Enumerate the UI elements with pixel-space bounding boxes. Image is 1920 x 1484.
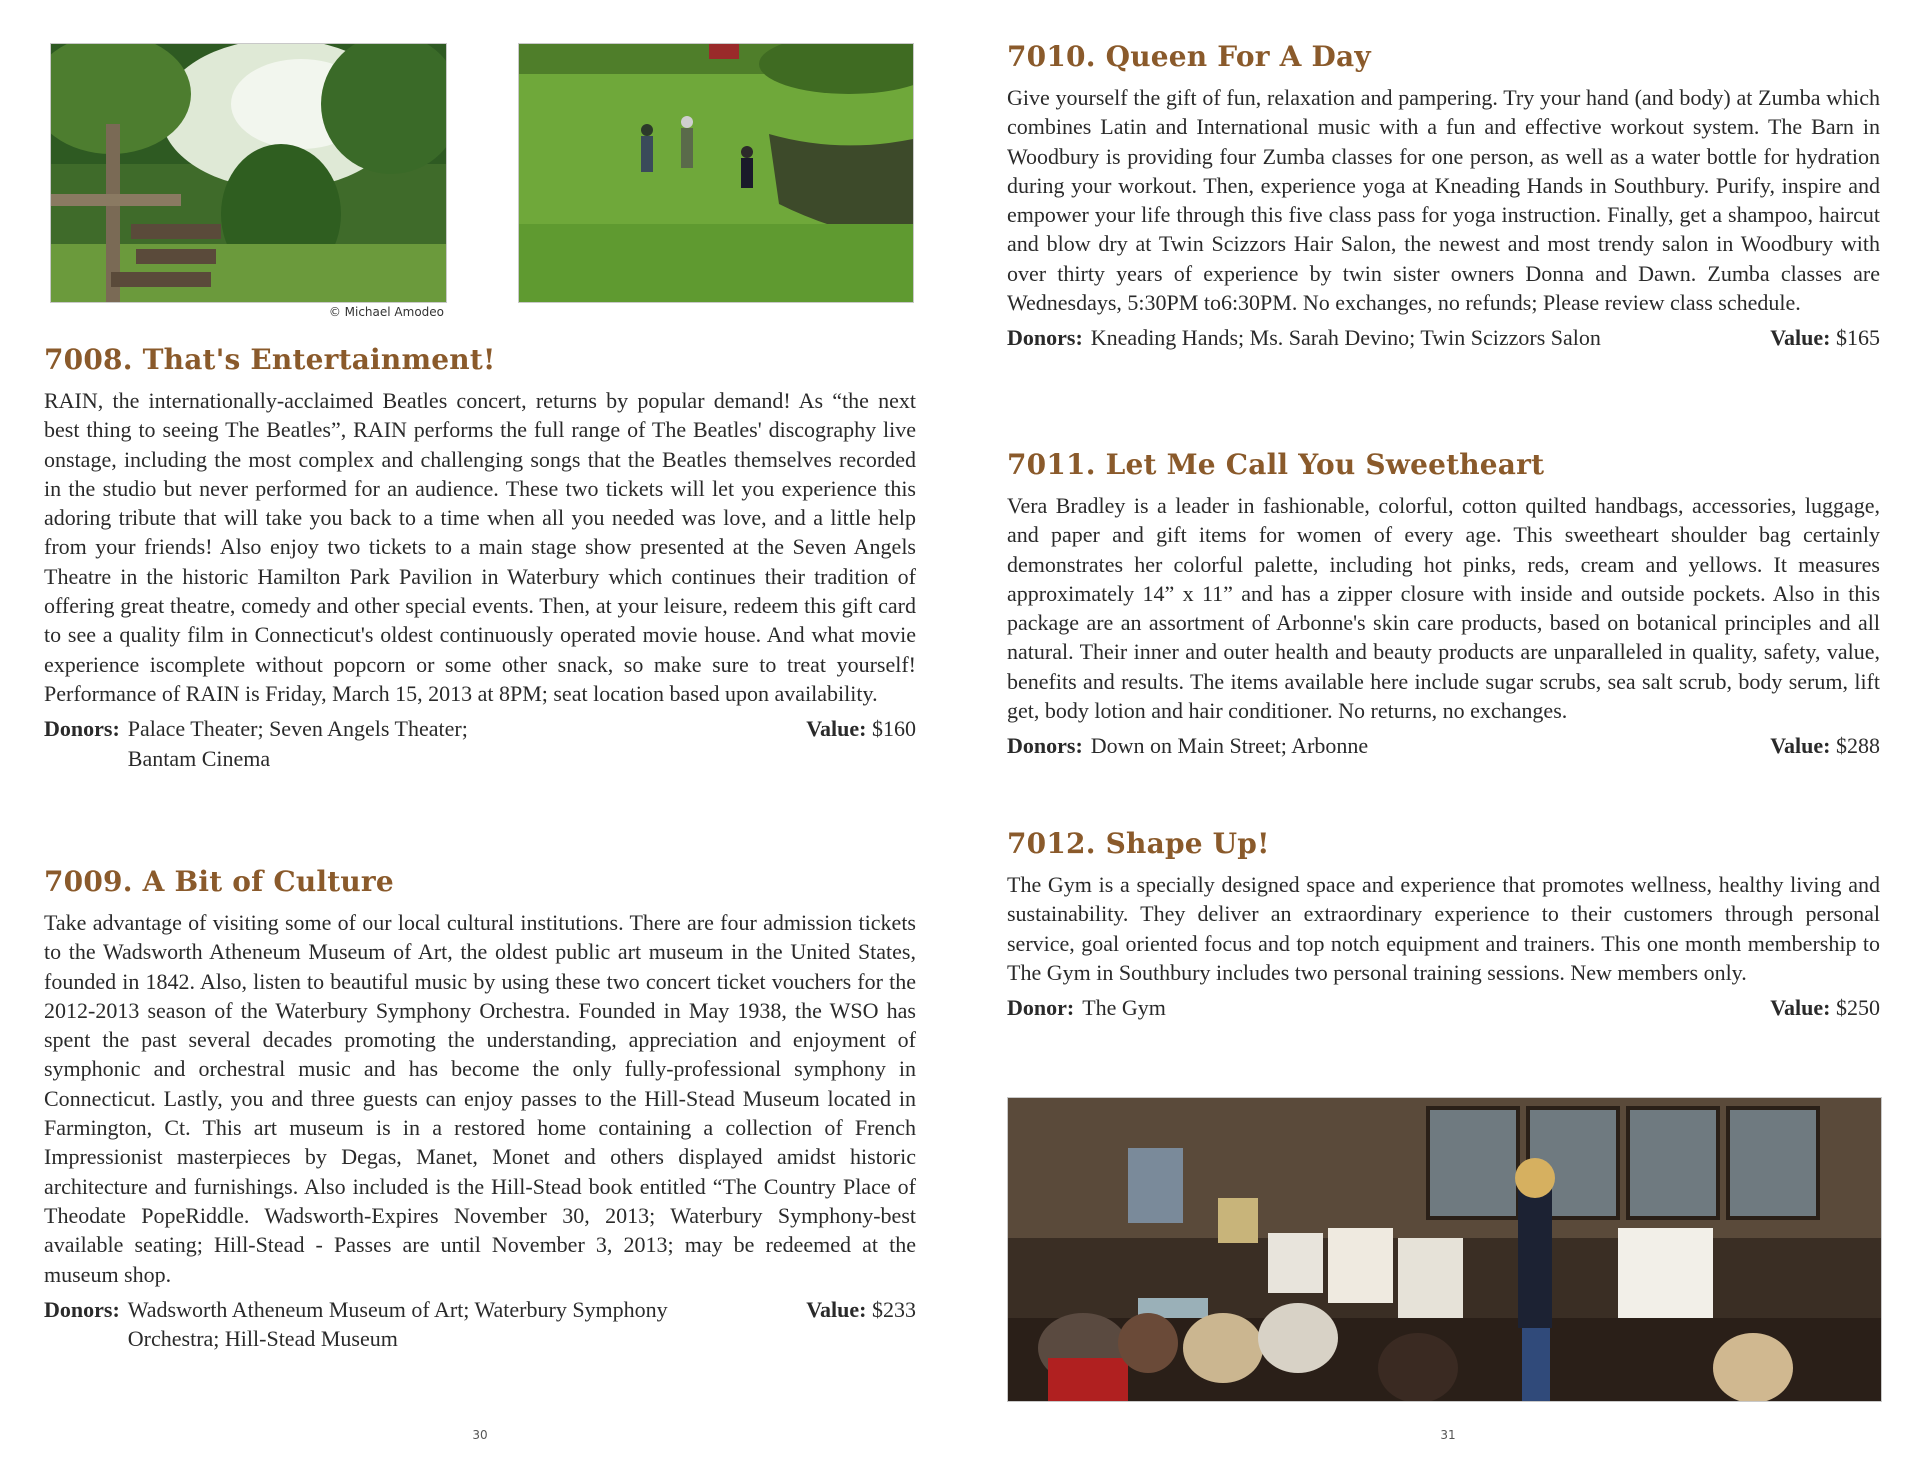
donors-list: Down on Main Street; Arbonne — [1090, 733, 1369, 759]
item-description: RAIN, the internationally-acclaimed Beatles concert, returns by popular demand! As “the next best thing to seeing The Beatles”, RAIN performs the full range of The Beatles' discography live onstage, including the most complex and challenging songs that the Beatles themselves recorded in the studio but never performed for an audience. These two tickets will let you experience this adoring tribute that will take you back to a time when all you needed was love, and a little help from your friends! Also enjoy two tickets to a main stage show presented at the Seven Angels Theatre in the historic Hamilton Park Pavilion in Waterbury which continues their tradition of offering great theatre, comedy and other special events. Then, at your leisure, redeem this gift card to see a quality film in Connecticut's oldest continuously operated movie house. And what movie experience iscomplete without popcorn or some other snack, so make sure to treat yourself! Performance of RAIN is Friday, March 15, 2013 at 8PM; seat location based upon availability. — [44, 388, 916, 706]
auction-item-7008 — [44, 343, 916, 773]
donors-label: Donors: — [44, 1296, 120, 1322]
donors-label: Donors: — [1007, 733, 1083, 759]
value-field — [1770, 323, 1880, 352]
value-amount: $233 — [872, 1296, 916, 1322]
auction-item-7009 — [44, 865, 916, 1353]
donors-label: Donors: — [44, 716, 120, 742]
meadow-photo — [518, 43, 914, 303]
value-label: Value: — [806, 716, 867, 742]
value-label: Value: — [806, 1296, 867, 1322]
item-title: 7011. Let Me Call You Sweetheart — [1007, 448, 1545, 481]
trail-sign-photo — [50, 43, 447, 303]
donor-value-row — [1007, 731, 1880, 760]
donors-label: Donors: — [1007, 325, 1083, 351]
donors-list: Wadsworth Atheneum Museum of Art; Waterbury Symphony Orchestra; Hill-Stead Museum — [127, 1296, 668, 1352]
donor-value-row — [1007, 323, 1880, 352]
donors-list: The Gym — [1082, 995, 1166, 1021]
value-amount: $165 — [1836, 325, 1880, 351]
value-field — [806, 714, 916, 743]
value-amount: $160 — [872, 716, 916, 742]
donors-label: Donor: — [1007, 995, 1075, 1021]
auction-item-7010 — [1007, 40, 1880, 353]
item-description: Take advantage of visiting some of our local cultural institutions. There are four admission tickets to the Wadsworth Atheneum Museum of Art, the oldest public art museum in the United States, founded in 1842. Also, listen to beautiful music by using these two concert ticket vouchers for the 2012-2013 season of the Waterbury Symphony Orchestra. Founded in May 1938, the WSO has spent the past several decades promoting the understanding, appreciation and enjoyment of symphonic and orchestral music and has become the only fully-professional symphony in Connecticut. Lastly, you and three guests can enjoy passes to the Hill-Stead Museum located in Farmington, Ct. This art museum is in a restored home containing a collection of French Impressionist masterpieces by Degas, Manet, Monet and others displayed amidst historic architecture and furnishings. Also included is the Hill-Stead book entitled “The Country Place of Theodate PopeRiddle. Wadsworth-Expires November 30, 2013; Waterbury Symphony-best available seating; Hill-Stead - Passes are until November 3, 2013; may be redeemed at the museum shop. — [44, 910, 916, 1287]
donor-value-row — [44, 1295, 916, 1354]
donor-value-row — [1007, 993, 1880, 1022]
value-amount: $288 — [1836, 733, 1880, 759]
value-label: Value: — [1770, 733, 1831, 759]
value-field — [1770, 993, 1880, 1022]
donors-list: Palace Theater; Seven Angels Theater; Bantam Cinema — [127, 716, 468, 771]
value-field — [806, 1295, 916, 1324]
value-field — [1770, 731, 1880, 760]
donor-value-row — [44, 714, 916, 773]
gallery-talk-photo — [1007, 1097, 1882, 1402]
item-description: Give yourself the gift of fun, relaxation and pampering. Try your hand (and body) at Zumba which combines Latin and International music with a fun and effective workout system. The Barn in Woodbury is providing four Zumba classes for one person, as well as a water bottle for hydration during your workout. Then, experience yoga at Kneading Hands in Southbury. Purify, inspire and empower your life through this five class pass for yoga instruction. Finally, get a shampoo, haircut and blow dry at Twin Scizzors Hair Salon, the newest and most trendy salon in Woodbury with over thirty years of experience by twin sister owners Donna and Dawn. Zumba classes are Wednesdays, 5:30PM to6:30PM. No exchanges, no refunds; Please review class schedule. — [1007, 85, 1880, 316]
auction-item-7012 — [1007, 827, 1880, 1022]
item-description: Vera Bradley is a leader in fashionable, colorful, cotton quilted handbags, accessories, luggage, and paper and gift items for women of every age. This sweetheart shoulder bag certainly demonstrates her colorful palette, including hot pinks, reds, cream and yellows. It measures approximately 14” x 11” and has a zipper closure with inside and outside pockets. Also in this package are an assortment of Arbonne's skin care products, based on botanical principles and all natural. Their inner and outer health and beauty products are unparalleled in quality, safety, value, benefits and results. The items available here include sugar scrubs, sea salt scrub, body serum, lift get, body lotion and hair conditioner. No returns, no exchanges. — [1007, 493, 1880, 724]
item-title: 7009. A Bit of Culture — [44, 865, 394, 898]
item-title: 7012. Shape Up! — [1007, 827, 1270, 860]
page-number: 31 — [1440, 1428, 1456, 1442]
item-description: The Gym is a specially designed space and experience that promotes wellness, healthy living and sustainability. They deliver an extraordinary experience to their customers through personal service, goal oriented focus and top notch equipment and trainers. This one month membership to The Gym in Southbury includes two personal training sessions. New members only. — [1007, 872, 1880, 985]
photo-credit: © Michael Amodeo — [328, 305, 444, 319]
value-label: Value: — [1770, 995, 1831, 1021]
value-amount: $250 — [1836, 995, 1880, 1021]
donors-list: Kneading Hands; Ms. Sarah Devino; Twin Scizzors Salon — [1090, 325, 1601, 351]
page-number: 30 — [472, 1428, 488, 1442]
right-page — [960, 0, 1920, 1484]
value-label: Value: — [1770, 325, 1831, 351]
item-title: 7010. Queen For A Day — [1007, 40, 1371, 73]
auction-item-7011 — [1007, 448, 1880, 761]
item-title: 7008. That's Entertainment! — [44, 343, 496, 376]
